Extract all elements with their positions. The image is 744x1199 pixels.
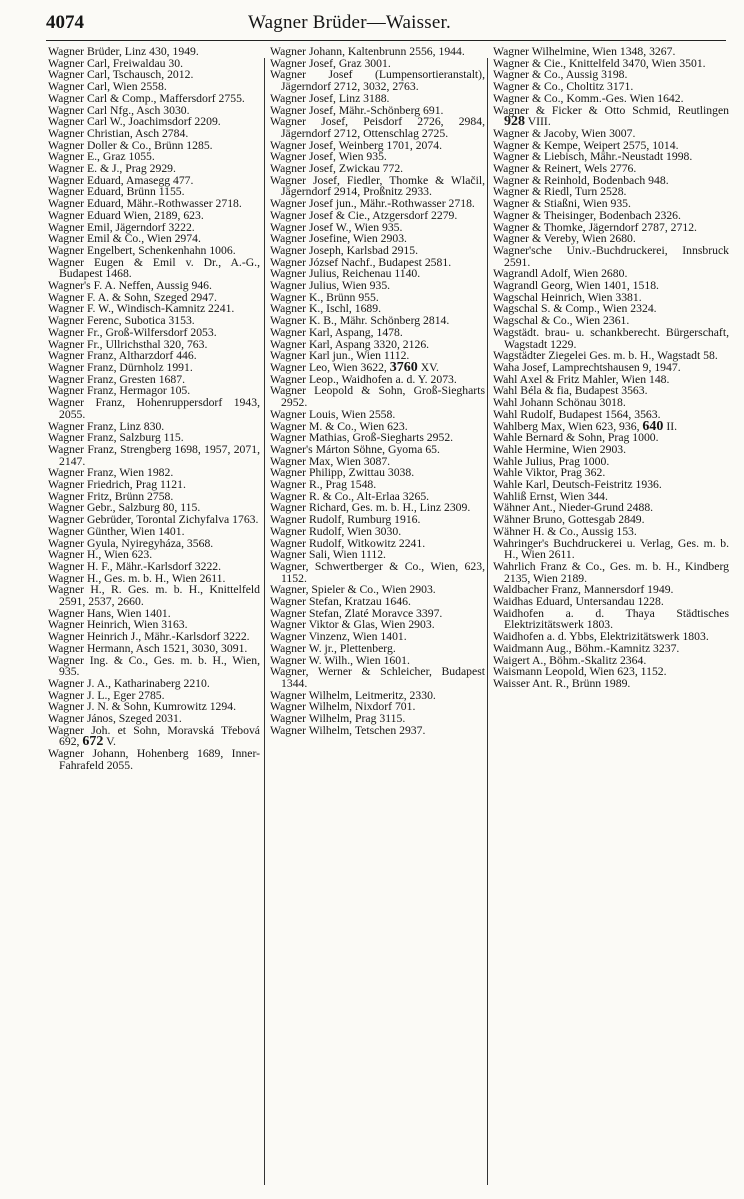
directory-entry: Wagrandl Adolf, Wien 2680. xyxy=(493,267,628,281)
directory-entry: Wagner Eduard Wien, 2189, 623. xyxy=(48,208,204,222)
directory-entry: Wähner H. & Co., Aussig 153. xyxy=(493,524,637,538)
directory-entry: Wagner Franz, Dürnholz 1991. xyxy=(48,360,193,374)
directory-entry: Wagner Wilhelm, Nixdorf 701. xyxy=(270,700,416,714)
directory-entry: Wagner K., Ischl, 1689. xyxy=(270,302,382,316)
directory-entry: Wagner Eduard, Mähr.-Rothwasser 2718. xyxy=(48,197,242,211)
directory-entry: Wagner E. & J., Prag 2929. xyxy=(48,162,176,176)
directory-entry: Wagner Franz, Gresten 1687. xyxy=(48,372,185,386)
directory-entry: Wagner Fr., Ullrichsthal 320, 763. xyxy=(48,337,208,351)
directory-entry: Wagner W. Wilh., Wien 1601. xyxy=(270,653,410,667)
directory-entry: Wagner F. W., Windisch-Kamnitz 2241. xyxy=(48,302,235,316)
directory-entry: Waidhas Eduard, Untersandau 1228. xyxy=(493,595,664,609)
column-2 xyxy=(270,46,485,736)
directory-entry: Wagner, Werner & Schleicher, Budapest 1344. xyxy=(270,665,485,690)
directory-entry: Wagner Heinrich, Wien 3163. xyxy=(48,618,188,632)
directory-entry: Wagner F. A. & Sohn, Szeged 2947. xyxy=(48,290,217,304)
directory-entry: Wagner J. N. & Sohn, Kumrowitz 1294. xyxy=(48,700,236,714)
directory-entry: Waidhofen a. d. Ybbs, Elektrizitätswerk 1803. xyxy=(493,630,709,644)
directory-entry: Wagner Louis, Wien 2558. xyxy=(270,407,396,421)
directory-entry: Wähner Bruno, Gottesgab 2849. xyxy=(493,513,645,527)
directory-entry: Wagner & Jacoby, Wien 3007. xyxy=(493,126,636,140)
directory-entry: Wagner Leop., Waidhofen a. d. Y. 2073. xyxy=(270,372,457,386)
directory-entry: Wagner Stefan, Zlaté Moravce 3397. xyxy=(270,606,443,620)
directory-entry: Wahringer's Buchdruckerei u. Verlag, Ges. m. b. H., Wien 2611. xyxy=(493,536,729,562)
column-3 xyxy=(493,46,729,690)
directory-entry: Wagner Emil & Co., Wien 2974. xyxy=(48,232,201,246)
directory-entry: Wagschal & Co., Wien 2361. xyxy=(493,314,630,328)
directory-entry: Wagner Wilhelm, Prag 3115. xyxy=(270,712,406,726)
directory-entry: Wagstädt. brau- u. schankberecht. Bürgerschaft, Wagstadt 1229. xyxy=(493,325,729,351)
directory-entry: Wagner Rudolf, Witkowitz 2241. xyxy=(270,536,426,550)
directory-entry: Wagner János, Szeged 2031. xyxy=(48,712,182,726)
header-rule xyxy=(46,40,726,41)
directory-entry: Wagner Josef (Lumpensortieranstalt), Jägerndorf 2712, 3032, 2763. xyxy=(270,68,485,94)
directory-entry: Waismann Leopold, Wien 623, 1152. xyxy=(493,665,667,679)
directory-entry: Wagschal Heinrich, Wien 3381. xyxy=(493,290,642,304)
directory-entry: Wagner H. F., Mähr.-Karlsdorf 3222. xyxy=(48,559,222,573)
directory-entry: Wahliß Ernst, Wien 344. xyxy=(493,489,608,503)
directory-entry: Wagner Günther, Wien 1401. xyxy=(48,524,185,538)
directory-entry: Wagner Eduard, Brünn 1155. xyxy=(48,185,185,199)
directory-entry: Wagner Richard, Ges. m. b. H., Linz 2309. xyxy=(270,501,471,515)
directory-entry: Wagner Mathias, Groß-Siegharts 2952. xyxy=(270,431,454,445)
directory-entry: Wagner & Co., Choltitz 3171. xyxy=(493,80,634,94)
directory-entry: Waldbacher Franz, Mannersdorf 1949. xyxy=(493,583,674,597)
directory-entry: Wagner Heinrich J., Mähr.-Karlsdorf 3222. xyxy=(48,630,250,644)
directory-entry: Wahle Viktor, Prag 362. xyxy=(493,466,606,480)
directory-entry: Wagner J. L., Eger 2785. xyxy=(48,688,165,702)
directory-entry: Wagner & Reinert, Wels 2776. xyxy=(493,162,637,176)
directory-entry: Wagner Brüder, Linz 430, 1949. xyxy=(48,45,199,58)
directory-entry: Wagner Stefan, Kratzau 1646. xyxy=(270,595,411,609)
directory-entry: Wagner Gyula, Nyiregyháza, 3568. xyxy=(48,536,214,550)
directory-entry: Wagner Hans, Wien 1401. xyxy=(48,606,171,620)
directory-entry: Wagner's Márton Söhne, Gyoma 65. xyxy=(270,442,440,456)
directory-entry: Wagner & Cie., Knittelfeld 3470, Wien 3501. xyxy=(493,56,706,70)
directory-entry: Wagner Doller & Co., Brünn 1285. xyxy=(48,138,213,152)
directory-entry: Wagner K., Brünn 955. xyxy=(270,290,379,304)
directory-entry: Wagner Eugen & Emil v. Dr., A.-G., Budapest 1468. xyxy=(48,255,260,281)
directory-entry: Wagner Karl jun., Wien 1112. xyxy=(270,349,410,363)
directory-entry: Wagrandl Georg, Wien 1401, 1518. xyxy=(493,279,659,293)
directory-entry: Wagner Franz, Hohenruppersdorf 1943, 2055. xyxy=(48,396,260,421)
directory-entry: Wagner József Nachf., Budapest 2581. xyxy=(270,255,452,269)
directory-entry: Waisser Ant. R., Brünn 1989. xyxy=(493,676,631,690)
directory-entry: Wagner Engelbert, Schenkenhahn 1006. xyxy=(48,243,236,257)
directory-entry: Wagner Franz, Hermagor 105. xyxy=(48,384,191,398)
directory-entry: Wagner Max, Wien 3087. xyxy=(270,454,391,468)
directory-entry: Waidmann Aug., Böhm.-Kamnitz 3237. xyxy=(493,641,680,655)
directory-entry: Waidhofen a. d. Thaya Städtisches Elektrizitätswerk 1803. xyxy=(493,606,729,632)
directory-entry: Waha Josef, Lamprechtshausen 9, 1947. xyxy=(493,360,681,374)
directory-entry: Wagner Johann, Hohenberg 1689, Inner-Fahrafeld 2055. xyxy=(48,747,260,772)
directory-entry: Wagner Rudolf, Rumburg 1916. xyxy=(270,513,421,527)
directory-entry: Wagner & Thomke, Jägerndorf 2787, 2712. xyxy=(493,220,697,234)
directory-entry: Wagner M. & Co., Wien 623. xyxy=(270,419,408,433)
directory-entry: Wagner Karl, Aspang 3320, 2126. xyxy=(270,337,430,351)
directory-entry: Wagner Ferenc, Subotica 3153. xyxy=(48,314,195,328)
directory-entry: Wagner H., Wien 623. xyxy=(48,548,153,562)
directory-entry: Wagstädter Ziegelei Ges. m. b. H., Wagstadt 58. xyxy=(493,349,718,363)
directory-entry: Wagner Carl & Comp., Maffersdorf 2755. xyxy=(48,91,245,105)
directory-entry: Wahlberg Max, Wien 623, 936, 640 II. xyxy=(493,418,678,434)
directory-entry: Wagner & Reinhold, Bodenbach 948. xyxy=(493,173,669,187)
directory-entry: Wagner & Ficker & Otto Schmid, Reutlingen 928 VIII. xyxy=(493,103,729,130)
directory-entry: Wagner R., Prag 1548. xyxy=(270,478,377,492)
directory-entry: Wagner Josef, Graz 3001. xyxy=(270,56,391,70)
directory-entry: Wagner & Co., Aussig 3198. xyxy=(493,68,628,82)
directory-entry: Wagner Josef, Zwickau 772. xyxy=(270,162,404,176)
directory-entry: Wagschal S. & Comp., Wien 2324. xyxy=(493,302,657,316)
directory-entry: Wagner, Schwertberger & Co., Wien, 623, 1152. xyxy=(270,559,485,585)
directory-entry: Wagner H., R. Ges. m. b. H., Knittelfeld 2591, 2537, 2660. xyxy=(48,583,260,609)
directory-entry: Wagner's F. A. Neffen, Aussig 946. xyxy=(48,279,212,293)
column-divider xyxy=(487,58,488,1185)
directory-entry: Wahl Béla & fia, Budapest 3563. xyxy=(493,384,648,398)
directory-entry: Wagner Julius, Reichenau 1140. xyxy=(270,267,421,281)
directory-entry: Wagner Josef & Cie., Atzgersdorf 2279. xyxy=(270,208,458,222)
directory-entry: Wagner & Stiaßni, Wien 935. xyxy=(493,197,631,211)
directory-entry: Wagner & Riedl, Turn 2528. xyxy=(493,185,627,199)
directory-entry: Wagner Sali, Wien 1112. xyxy=(270,548,386,562)
directory-entry: Wagner Josef, Peisdorf 2726, 2984, Jägerndorf 2712, Ottenschlag 2725. xyxy=(270,115,485,140)
directory-entry: Wagner Carl, Tschausch, 2012. xyxy=(48,68,194,82)
directory-entry: Wagner Rudolf, Wien 3030. xyxy=(270,524,402,538)
directory-entry: Wagner Gebrüder, Torontal Zichyfalva 1763. xyxy=(48,513,259,527)
running-title: Wagner Brüder—Waisser. xyxy=(248,12,451,33)
directory-entry: Wagner K. B., Mähr. Schönberg 2814. xyxy=(270,314,450,328)
directory-entry: Wagner Friedrich, Prag 1121. xyxy=(48,478,186,492)
directory-entry: Wagner Fr., Groß-Wilfersdorf 2053. xyxy=(48,325,217,339)
directory-entry: Wagner & Vereby, Wien 2680. xyxy=(493,232,636,246)
directory-entry: Wagner & Theisinger, Bodenbach 2326. xyxy=(493,208,681,222)
directory-entry: Wagner Josef, Fiedler, Thomke & Wlačil, Jägerndorf 2914, Proßnitz 2933. xyxy=(270,173,485,199)
directory-entry: Wagner Wilhelmine, Wien 1348, 3267. xyxy=(493,45,676,58)
directory-entry: Wagner'sche Univ.-Buchdruckerei, Innsbruck 2591. xyxy=(493,243,729,269)
directory-entry: Wagner Josef, Weinberg 1701, 2074. xyxy=(270,138,442,152)
directory-entry: Wagner Philipp, Zwittau 3038. xyxy=(270,466,415,480)
directory-entry: Wagner Johann, Kaltenbrunn 2556, 1944. xyxy=(270,45,465,58)
directory-entry: Wagner R. & Co., Alt-Erlaa 3265. xyxy=(270,489,430,503)
directory-entry: Wagner & Kempe, Weipert 2575, 1014. xyxy=(493,138,679,152)
column-1 xyxy=(48,46,260,772)
directory-entry: Wahle Hermine, Wien 2903. xyxy=(493,442,627,456)
directory-entry: Wagner Karl, Aspang, 1478. xyxy=(270,325,403,339)
directory-entry: Wagner Carl Nfg., Asch 3030. xyxy=(48,103,190,117)
directory-entry: Wahle Karl, Deutsch-Feistritz 1936. xyxy=(493,478,662,492)
directory-entry: Wagner Franz, Linz 830. xyxy=(48,419,165,433)
directory-entry: Wagner Fritz, Brünn 2758. xyxy=(48,489,174,503)
page-number: 4074 xyxy=(46,12,84,33)
directory-entry: Wagner Gebr., Salzburg 80, 115. xyxy=(48,501,201,515)
directory-entry: Wagner Josef, Mähr.-Schönberg 691. xyxy=(270,103,444,117)
directory-entry: Waigert A., Böhm.-Skalitz 2364. xyxy=(493,653,647,667)
directory-entry: Wagner Joseph, Karlsbad 2915. xyxy=(270,243,419,257)
directory-entry: Wagner Franz, Wien 1982. xyxy=(48,466,174,480)
directory-entry: Wahl Rudolf, Budapest 1564, 3563. xyxy=(493,407,661,421)
directory-entry: Wagner Julius, Wien 935. xyxy=(270,279,391,293)
directory-entry: Wagner Josef jun., Mähr.-Rothwasser 2718. xyxy=(270,197,475,211)
directory-entry: Wagner Carl, Freiwaldau 30. xyxy=(48,56,184,70)
directory-entry: Wagner & Co., Komm.-Ges. Wien 1642. xyxy=(493,91,684,105)
directory-entry: Wagner E., Graz 1055. xyxy=(48,150,155,164)
directory-entry: Wagner Wilhelm, Leitmeritz, 2330. xyxy=(270,688,436,702)
directory-entry: Wahle Bernard & Sohn, Prag 1000. xyxy=(493,431,659,445)
directory-entry: Wahl Axel & Fritz Mahler, Wien 148. xyxy=(493,372,670,386)
directory-entry: Wagner Wilhelm, Tetschen 2937. xyxy=(270,723,426,737)
directory-entry: Wagner & Liebisch, Mähr.-Neustadt 1998. xyxy=(493,150,693,164)
directory-entry: Wagner, Spieler & Co., Wien 2903. xyxy=(270,583,436,597)
directory-entry: Wagner Emil, Jägerndorf 3222. xyxy=(48,220,195,234)
column-divider xyxy=(264,58,265,1185)
directory-entry: Wagner J. A., Katharinaberg 2210. xyxy=(48,676,210,690)
directory-entry: Wagner Franz, Strengberg 1698, 1957, 2071, 2147. xyxy=(48,442,260,468)
directory-entry: Wagner Leopold & Sohn, Groß-Siegharts 2952. xyxy=(270,384,485,410)
directory-entry: Wagner W. jr., Plettenberg. xyxy=(270,641,396,655)
directory-entry: Wagner Vinzenz, Wien 1401. xyxy=(270,630,407,644)
directory-entry: Wagner Franz, Altharzdorf 446. xyxy=(48,349,197,363)
directory-entry: Wagner Leo, Wien 3622, 3760 XV. xyxy=(270,359,439,375)
directory-entry: Wagner Joh. et Sohn, Moravská Třebová 692, 672 V. xyxy=(48,723,260,750)
directory-entry: Wagner Carl W., Joachimsdorf 2209. xyxy=(48,115,221,129)
directory-entry: Wähner Ant., Nieder-Grund 2488. xyxy=(493,501,654,515)
directory-entry: Wagner Josefine, Wien 2903. xyxy=(270,232,407,246)
directory-entry: Wahrlich Franz & Co., Ges. m. b. H., Kindberg 2135, Wien 2189. xyxy=(493,559,729,585)
directory-entry: Wagner H., Ges. m. b. H., Wien 2611. xyxy=(48,571,226,585)
directory-entry: Wagner Josef, Linz 3188. xyxy=(270,91,390,105)
directory-entry: Wagner Franz, Salzburg 115. xyxy=(48,431,184,445)
directory-entry: Wagner Carl, Wien 2558. xyxy=(48,80,167,94)
directory-entry: Wahle Julius, Prag 1000. xyxy=(493,454,610,468)
directory-entry: Wagner Josef, Wien 935. xyxy=(270,150,387,164)
directory-entry: Wagner Christian, Asch 2784. xyxy=(48,126,189,140)
directory-entry: Wagner Hermann, Asch 1521, 3030, 3091. xyxy=(48,641,248,655)
directory-entry: Wahl Johann Schönau 3018. xyxy=(493,396,626,410)
directory-entry: Wagner Eduard, Amasegg 477. xyxy=(48,173,194,187)
directory-entry: Wagner Josef W., Wien 935. xyxy=(270,220,403,234)
directory-entry: Wagner Ing. & Co., Ges. m. b. H., Wien, 935. xyxy=(48,653,260,679)
directory-entry: Wagner Viktor & Glas, Wien 2903. xyxy=(270,618,435,632)
